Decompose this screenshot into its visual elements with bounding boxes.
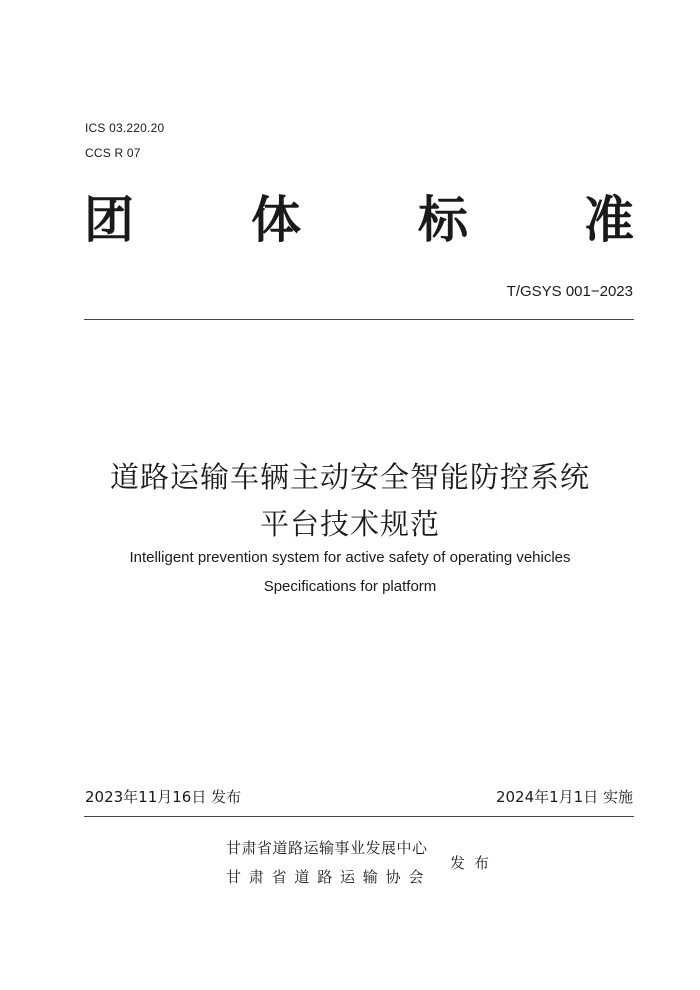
effective-date: 2024年1月1日 实施 bbox=[495, 788, 633, 806]
top-divider bbox=[84, 319, 634, 320]
title-zh-line1: 道路运输车辆主动安全智能防控系统 bbox=[109, 460, 590, 494]
issuer-name: 甘肃省道路运输协会 bbox=[226, 868, 432, 886]
title-en-line1: Intelligent prevention system for active safety of operating vehicles bbox=[129, 549, 571, 566]
ics-code: ICS 03.220.20 bbox=[85, 121, 165, 135]
publish-date: 2023年11月16日 发布 bbox=[85, 788, 242, 806]
issuer-name: 甘肃省道路运输事业发展中心 bbox=[226, 839, 428, 857]
standard-type-char: 标 bbox=[418, 190, 468, 249]
issue-label: 发布 bbox=[450, 854, 499, 872]
standard-type-char: 准 bbox=[584, 190, 634, 249]
title-en-line2: Specifications for platform bbox=[263, 578, 437, 595]
standard-type-char: 团 bbox=[84, 190, 134, 249]
bottom-divider bbox=[84, 816, 634, 817]
standard-type-char: 体 bbox=[251, 190, 301, 249]
title-zh-line2: 平台技术规范 bbox=[259, 507, 440, 541]
ccs-code: CCS R 07 bbox=[85, 146, 141, 160]
standard-number: T/GSYS 001−2023 bbox=[506, 283, 633, 300]
